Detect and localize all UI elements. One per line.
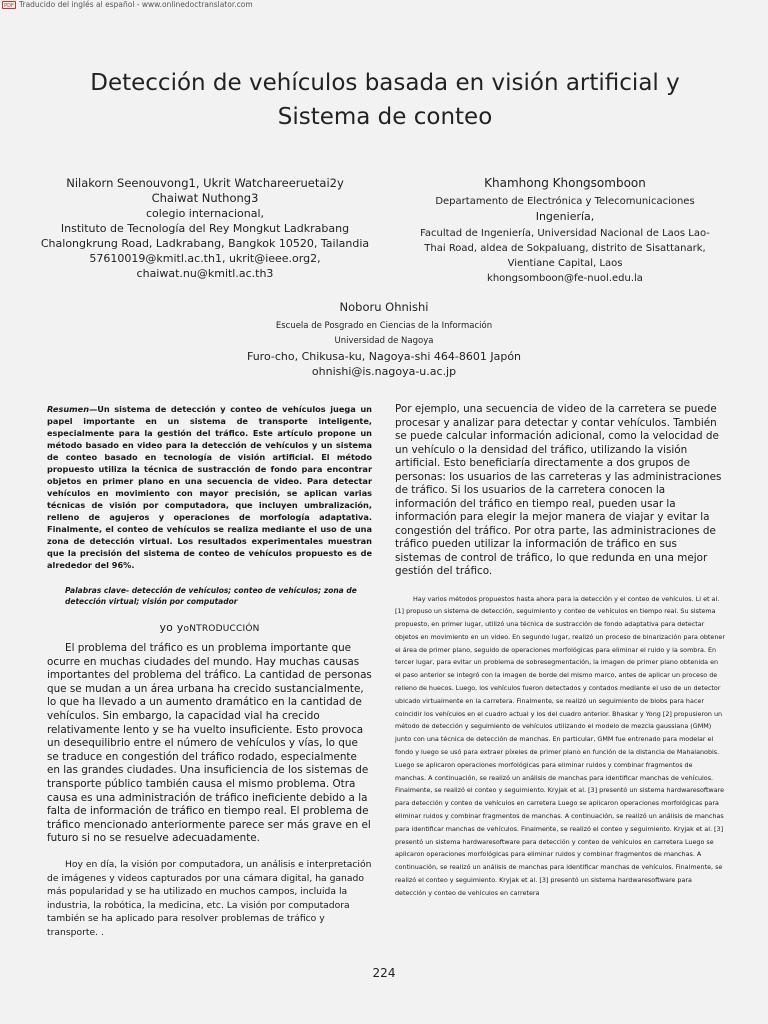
author-name-right: Khamhong Khongsomboon — [484, 176, 646, 190]
author-emails: 57610019@kmitl.ac.th1, ukrit@ieee.org2, — [89, 252, 321, 265]
author-names-left: Nilakorn Seenouvong1, Ukrit Watchareeruetai2y — [66, 176, 344, 190]
author-names-left-2: Chaiwat Nuthong3 — [151, 191, 259, 205]
author-block-left — [40, 176, 370, 281]
intro-paragraph-1: El problema del tráfico es un problema importante que ocurre en muchas ciudades del mundo. Hay muchas causas importantes del problema del tráfico. La cantidad de personas que se mudan a un área urbana ha crecido sustancialmente, lo que ha llevado a un aumento dramático en la cantidad de vehículos. Sin embargo, la capacidad vial ha crecido relativamente lento y se ha vuelto insuficiente. Esto provoca un desequilibrio entre el número de vehículos y vías, lo que se traduce en congestión del tráfico rodado, especialmente en las grandes ciudades. Una insuficiencia de los sistemas de transporte público también causa el mismo problema. Otra causa es una administración de tráfico ineficiente debido a la falta de información de tráfico en tiempo real. El problema de tráfico mencionado anteriormente parece ser más grave en el futuro si no se resuelve adecuadamente. — [47, 642, 372, 845]
affiliation-line: Escuela de Posgrado en Ciencias de la Información — [275, 321, 493, 331]
right-paragraph-2: Hay varios métodos propuestos hasta ahora para la detección y el conteo de vehículos. Li et al. [1] propuso un sistema de detección, seguimiento y conteo de vehículos en tiempo real. Su sistema propuesto, en primer lugar, utilizó una técnica de sustracción de fondo adaptativa para detectar objetos en movimiento en un video. En segundo lugar, realizó un proceso de binarización para obtener el área de primer plano, seguido de operaciones morfológicas para eliminar el ruido y la sombra. En tercer lugar, para evitar un problema de sobresegmentación, la imagen de primer plano obtenida en el paso anterior se integró con la imagen de borde del mismo marco, antes de aplicar un proceso de relleno de huecos. Luego, los vehículos fueron detectados y contados mediante el uso de un detector ubicado virtualmente en la carretera. Finalmente, se realizó un seguimiento de blobs para hacer coincidir los vehículos en el cuadro actual y los del cuadro anterior. Bhaskar y Yong [2] propusieron un método de detección y seguimiento de vehículos utilizando el modelo de mezcla gaussiana (GMM) junto con una técnica de detección de manchas. En particular, GMM fue entrenado para modelar el fondo y luego se usó para extraer píxeles de primer plano en función de la distancia de Mahalanobis. Luego se aplicaron operaciones morfológicas para eliminar ruidos y combinar fragmentos de manchas. A continuación, se realizó un análisis de manchas para identificar manchas de vehículos. Finalmente, se realizó el conteo y seguimiento. Kryjak et al. [3] presentó un sistema hardwaresoftware para detección y conteo de vehículos en carretera Luego se aplicaron operaciones morfológicas para eliminar ruidos y combinar fragmentos de manchas. A continuación, se realizó un análisis de manchas para identificar manchas de vehículos. Finalmente, se realizó el conteo y seguimiento. Kryjak et al. [3] presentó un sistema hardwaresoftware para detección y conteo de vehículos en carretera Luego se aplicaron operaciones morfológicas para eliminar ruidos y combinar fragmentos de manchas. A continuación, se realizó un análisis de manchas para identificar manchas de vehículos. Finalmente, se realizó el conteo y seguimiento. Kryjak et al. [3] presentó un sistema hardwaresoftware para detección y conteo de vehículos en carretera — [395, 594, 725, 897]
affiliation-line: Furo-cho, Chikusa-ku, Nagoya-shi 464-8601 Japón — [246, 350, 522, 363]
right-paragraph-1: Por ejemplo, una secuencia de video de la carretera se puede procesar y analizar para detectar y contar vehículos. También se puede calcular información adicional, como la velocidad de un vehículo o la densidad del tráfico, utilizando la visión artificial. Esto beneficiaría directamente a dos grupos de personas: los usuarios de las carreteras y las administraciones de tráfico. Si los usuarios de la carretera conocen la información del tráfico en tiempo real, pueden usar la información para elegir la mejor manera de viajar y evitar la congestión del tráfico. Por otra parte, las administraciones de tráfico pueden utilizar la información de tráfico en sus sistemas de control de tráfico, lo que redunda en una mejor gestión del tráfico. — [395, 403, 722, 577]
abstract-text: —Un sistema de detección y conteo de vehículos juega un papel importante en un sistema de transporte inteligente, especialmente para la gestión del tráfico. Este artículo propone un método basado en video para la detección de vehículos y un sistema de conteo basado en tecnología de visión artificial. El método propuesto utiliza la técnica de sustracción de fondo para encontrar objetos en primer plano en una secuencia de video. Para detectar vehículos en movimiento con mayor precisión, se aplican varias técnicas de visión por computadora, que incluyen umbralización, relleno de agujeros y operaciones de morfología adaptativa. Finalmente, el conteo de vehículos se realiza mediante el uso de una zona de detección virtual. Los resultados experimentales muestran que la precisión del sistema de conteo de vehículos propuesto es de alrededor del 96%. — [47, 404, 372, 570]
author-block-center — [200, 300, 568, 379]
abstract — [47, 403, 372, 571]
affiliation-line: Facultad de Ingeniería, Universidad Nacional de Laos Lao- — [420, 228, 710, 239]
author-email: khongsomboon@fe-nuol.edu.la — [487, 273, 643, 284]
page-number: 224 — [372, 966, 396, 980]
keywords: Palabras clave- detección de vehículos; conteo de vehículos; zona de detección virtual; visión por computador — [65, 586, 357, 606]
paper-title-line-1: Detección de vehículos basada en visión artificial y — [90, 70, 680, 96]
author-name-center: Noboru Ohnishi — [339, 300, 429, 314]
paper-title — [40, 66, 730, 134]
left-column — [47, 403, 372, 939]
author-emails: chaiwat.nu@kmitl.ac.th3 — [136, 267, 274, 280]
affiliation-line: Ingeniería, — [535, 210, 595, 223]
section-heading — [47, 621, 372, 634]
affiliation-line: Instituto de Tecnología del Rey Mongkut Ladkrabang — [60, 222, 350, 235]
affiliation-line: Departamento de Electrónica y Telecomunicaciones — [435, 196, 695, 207]
pdf-logo-icon: PDF — [2, 1, 16, 9]
affiliation-line: Chalongkrung Road, Ladkrabang, Bangkok 10520, Tailandia — [40, 237, 370, 250]
translation-banner[interactable] — [0, 0, 262, 10]
abstract-label: Resumen — [47, 404, 90, 414]
affiliation-line: colegio internacional, — [145, 207, 265, 220]
affiliation-line: Universidad de Nagoya — [334, 336, 434, 346]
author-email: ohnishi@is.nagoya-u.ac.jp — [311, 365, 457, 378]
section-heading-prefix: yo y — [159, 621, 184, 634]
author-block-right — [405, 176, 725, 286]
translation-banner-text[interactable]: Traducido del inglés al español - www.onlinedoctranslator.com — [19, 0, 253, 9]
affiliation-line: Vientiane Capital, Laos — [507, 258, 623, 269]
right-column — [395, 403, 725, 900]
intro-paragraph-2: Hoy en día, la visión por computadora, un análisis e interpretación de imágenes y videos capturados por una cámara digital, ha ganado más popularidad y se ha utilizado en muchos campos, incluida la industria, la robótica, la medicina, etc. La visión por computadora también se ha aplicado para resolver problemas de tráfico y transporte. . — [47, 858, 372, 938]
affiliation-line: Thai Road, aldea de Sokpaluang, distrito de Sisattanark, — [424, 243, 706, 254]
section-heading-title: oNTRODUCCIÓN — [183, 624, 260, 634]
paper-title-line-2: Sistema de conteo — [277, 104, 493, 130]
